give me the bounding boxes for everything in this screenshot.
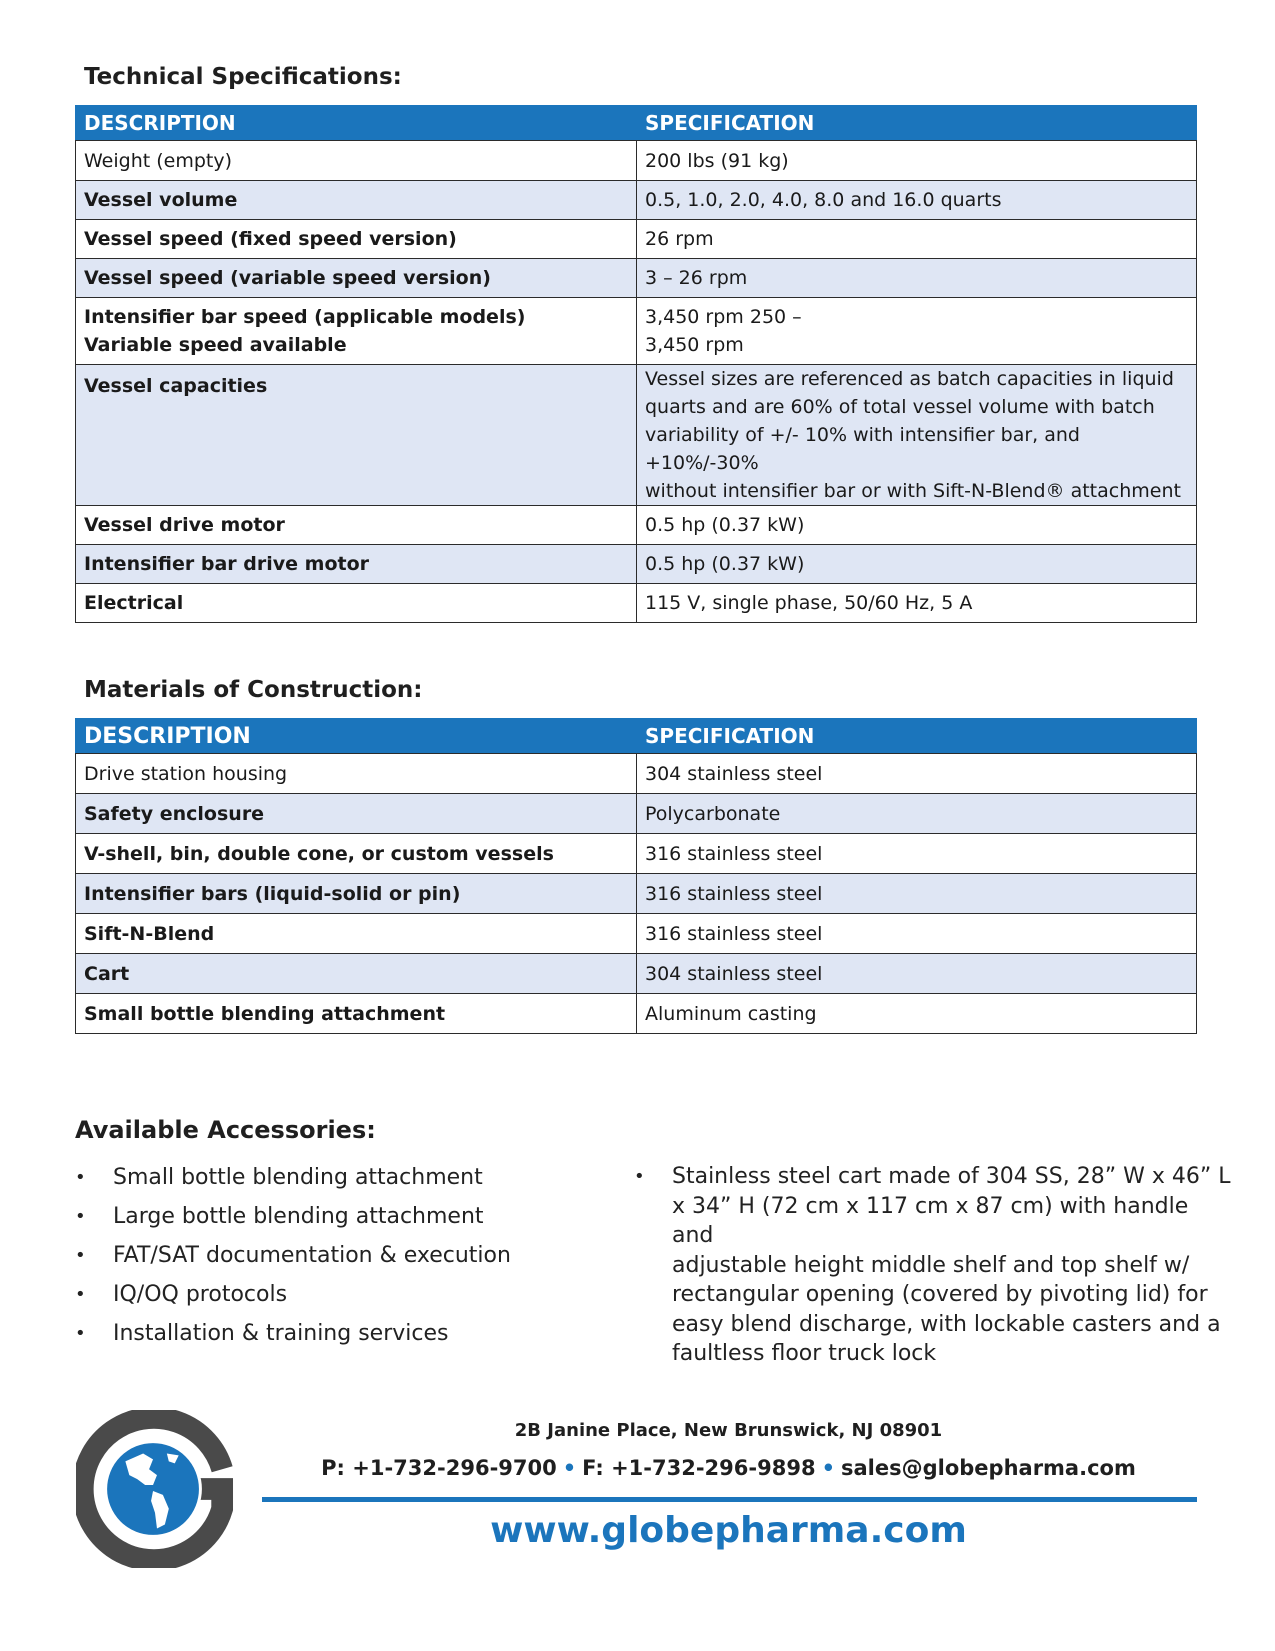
accessories-title: Available Accessories: <box>75 1116 376 1144</box>
list-item <box>75 1275 595 1314</box>
bullet-icon: • <box>75 1323 86 1344</box>
list-item-label: Small bottle blending attachment <box>113 1165 483 1190</box>
bullet-icon: • <box>634 1166 645 1187</box>
row-description: Cart <box>76 954 637 994</box>
row-specification: 26 rpm <box>637 220 1197 259</box>
separator-dot: • <box>821 1456 835 1480</box>
table-row <box>76 181 1197 220</box>
technical-specs-title: Technical Specifications: <box>84 64 402 90</box>
header-specification: SPECIFICATION <box>637 106 1197 141</box>
row-specification: 115 V, single phase, 50/60 Hz, 5 A <box>637 584 1197 623</box>
list-item <box>634 1162 1234 1369</box>
row-description: Vessel drive motor <box>76 506 637 545</box>
row-specification: 3 – 26 rpm <box>637 259 1197 298</box>
materials-title: Materials of Construction: <box>84 677 423 703</box>
table-header-row <box>76 106 1197 141</box>
list-item-line: x 34” H (72 cm x 117 cm x 87 cm) with handle and <box>672 1193 1189 1248</box>
table-row <box>76 914 1197 954</box>
website-link[interactable]: www.globepharma.com <box>490 1510 967 1551</box>
row-description: Weight (empty) <box>76 141 637 181</box>
list-item <box>75 1236 595 1275</box>
bullet-icon: • <box>75 1284 86 1305</box>
row-specification: 0.5 hp (0.37 kW) <box>637 545 1197 584</box>
row-description: Electrical <box>76 584 637 623</box>
row-description: Safety enclosure <box>76 794 637 834</box>
row-description: Sift-N-Blend <box>76 914 637 954</box>
list-item <box>75 1314 595 1353</box>
globe-pharma-logo-icon <box>76 1410 234 1568</box>
row-specification-line: 3,450 rpm 250 – <box>645 306 802 328</box>
table-row <box>76 994 1197 1034</box>
list-item <box>75 1158 595 1197</box>
list-item-label: IQ/OQ protocols <box>113 1282 288 1307</box>
table-row <box>76 874 1197 914</box>
row-description: Vessel speed (fixed speed version) <box>76 220 637 259</box>
list-item-line: rectangular opening (covered by pivoting lid) for <box>672 1282 1208 1307</box>
table-row <box>76 794 1197 834</box>
list-item-line: easy blend discharge, with lockable casters and a <box>672 1311 1221 1337</box>
row-specification <box>637 365 1197 506</box>
row-specification: 0.5 hp (0.37 kW) <box>637 506 1197 545</box>
separator-dot: • <box>562 1456 577 1480</box>
list-item <box>75 1197 595 1236</box>
row-specification: Aluminum casting <box>637 994 1197 1034</box>
bullet-icon: • <box>75 1167 86 1188</box>
footer-address: 2B Janine Place, New Brunswick, NJ 08901 <box>514 1420 943 1441</box>
row-description: Intensifier bar drive motor <box>76 545 637 584</box>
header-description: DESCRIPTION <box>76 719 637 754</box>
row-description: V-shell, bin, double cone, or custom vessels <box>76 834 637 874</box>
bullet-icon: • <box>75 1245 86 1266</box>
list-item-label: Large bottle blending attachment <box>113 1204 484 1229</box>
materials-table <box>75 718 1197 1034</box>
footer-contact <box>260 1456 1197 1480</box>
table-row <box>76 298 1197 365</box>
row-specification-line: quarts and are 60% of total vessel volume with batch <box>645 396 1155 418</box>
table-row <box>76 545 1197 584</box>
list-item-line: adjustable height middle shelf and top shelf w/ <box>672 1252 1190 1278</box>
row-specification-line: Vessel sizes are referenced as batch capacities in liquid <box>645 368 1174 390</box>
row-description: Vessel capacities <box>76 365 637 506</box>
row-specification-line: 3,450 rpm <box>645 334 744 356</box>
list-item-line: Stainless steel cart made of 304 SS, 28” W x 46” L <box>672 1164 1231 1189</box>
table-row <box>76 259 1197 298</box>
row-specification: 200 lbs (91 kg) <box>637 141 1197 181</box>
row-specification: 316 stainless steel <box>637 914 1197 954</box>
bullet-icon: • <box>75 1206 86 1227</box>
list-item-label: Installation & training services <box>113 1321 449 1346</box>
header-description: DESCRIPTION <box>76 106 637 141</box>
row-description-line: Variable speed available <box>84 334 347 356</box>
email-link[interactable]: sales@globepharma.com <box>841 1456 1136 1480</box>
table-row <box>76 365 1197 506</box>
header-specification: SPECIFICATION <box>637 719 1197 754</box>
accessories-list-left <box>75 1158 595 1353</box>
fax-number: F: +1-732-296-9898 <box>582 1456 816 1480</box>
table-header-row <box>76 719 1197 754</box>
row-specification: Polycarbonate <box>637 794 1197 834</box>
accessories-list-right <box>634 1162 1234 1369</box>
table-row <box>76 954 1197 994</box>
row-description: Vessel volume <box>76 181 637 220</box>
row-description-line: Intensifier bar speed (applicable models) <box>84 306 526 328</box>
list-item-line: faultless floor truck lock <box>672 1341 937 1366</box>
row-specification-line: without intensifier bar or with Sift-N-Blend® attachment <box>645 480 1181 502</box>
row-specification-line: variability of +/- 10% with intensifier bar, and +10%/-30% <box>645 424 1080 474</box>
table-row <box>76 220 1197 259</box>
row-specification: 316 stainless steel <box>637 874 1197 914</box>
table-row <box>76 506 1197 545</box>
row-description <box>76 298 637 365</box>
table-row <box>76 141 1197 181</box>
table-row <box>76 834 1197 874</box>
footer-divider <box>262 1497 1197 1502</box>
row-specification: 304 stainless steel <box>637 754 1197 794</box>
table-row <box>76 754 1197 794</box>
row-specification <box>637 298 1197 365</box>
row-specification: 316 stainless steel <box>637 834 1197 874</box>
row-description: Intensifier bars (liquid-solid or pin) <box>76 874 637 914</box>
row-specification: 0.5, 1.0, 2.0, 4.0, 8.0 and 16.0 quarts <box>637 181 1197 220</box>
technical-specs-table <box>75 105 1197 623</box>
list-item-label: FAT/SAT documentation & execution <box>113 1243 511 1268</box>
row-description: Drive station housing <box>76 754 637 794</box>
row-description: Small bottle blending attachment <box>76 994 637 1034</box>
phone-number: P: +1-732-296-9700 <box>321 1456 557 1480</box>
table-row <box>76 584 1197 623</box>
row-specification: 304 stainless steel <box>637 954 1197 994</box>
row-description: Vessel speed (variable speed version) <box>76 259 637 298</box>
